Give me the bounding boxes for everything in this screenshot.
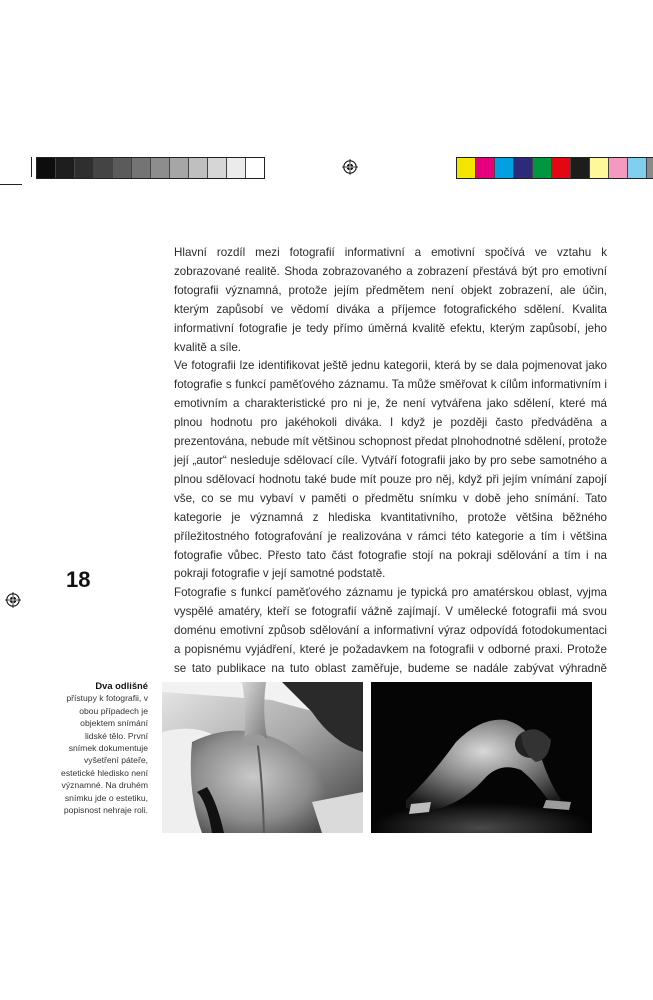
- color-swatch: [571, 158, 590, 178]
- photo-artistic-nude: [371, 682, 592, 833]
- color-swatch: [476, 158, 495, 178]
- photo-spine-examination: [162, 682, 363, 833]
- gray-swatch: [208, 158, 227, 178]
- color-swatch: [590, 158, 609, 178]
- gray-swatch: [227, 158, 246, 178]
- color-swatch: [457, 158, 476, 178]
- color-swatch: [552, 158, 571, 178]
- registration-mark-top-icon: [342, 159, 358, 175]
- page-number: 18: [66, 567, 91, 592]
- color-swatch: [533, 158, 552, 178]
- gray-swatch: [94, 158, 113, 178]
- gray-swatch: [75, 158, 94, 178]
- color-swatch: [514, 158, 533, 178]
- body-text: [174, 244, 607, 698]
- color-swatch: [647, 158, 653, 178]
- gray-swatch: [37, 158, 56, 178]
- gray-swatch: [132, 158, 151, 178]
- gray-swatch: [151, 158, 170, 178]
- gray-swatch: [246, 158, 264, 178]
- gray-swatch: [56, 158, 75, 178]
- color-swatch: [609, 158, 628, 178]
- paragraph-3: Fotografie s funkcí paměťového záznamu je typická pro amatérskou oblast, vyjma vyspělé amatéry, kteří se fotografií vážně zajímají. V umělecké fotografii má svou doménu emotivní způsob sdělování a informativní výraz odpovídá fotodokumentaci a popisnému vyjádření, které je požadavkem na fotografii v odborné praxi. Protože se tato publikace na tuto oblast zaměřuje, budeme se nadále zabývat výhradně: [174, 586, 607, 675]
- caption-title: Dva odlišné: [95, 680, 148, 691]
- color-swatch: [628, 158, 647, 178]
- crop-mark-left-vertical: [31, 157, 32, 177]
- crop-mark-left-horizontal: [0, 184, 22, 185]
- grayscale-color-bar: [36, 157, 265, 179]
- paragraph-2: Ve fotografii lze identifikovat ještě jednu kategorii, která by se dala pojmenovat jako fotografie s funkcí paměťového záznamu. Ta může směřovat k cílům informativním i emotivním a charakteristické pro ni je, že není vytvářena jako sdělení, které má plnou hodnotu pro jakéhokoli diváka. I když je později často předváděna a prezentována, nebude mít většinou schopnost předat plnohodnotné sdělení, protože její „autor“ nesleduje sdělovací cíle. Vytváří fotografii jako by pro sebe samotného a plnou sdělovací hodnotu také bude mít pouze pro něj, když při jejím vnímání zapojí vše, co se mu vybaví v paměti o předmětu snímku v době jeho snímání. Tato kategorie je významná z hlediska kvantitativního, protože většina běžného příležitostného fotografování je realizována v rámci této kategorie a tím i většina fotografie vůbec. Přesto tato část fotografie stojí na pokraji sdělování a tím i na pokraji fotografie v její samotné podstatě.: [174, 359, 607, 581]
- figure-caption: [56, 680, 148, 816]
- paragraph-1: Hlavní rozdíl mezi fotografií informativní a emotivní spočívá ve vztahu k zobrazované realitě. Shoda zobrazovaného a zobrazení přestává být pro emotivní fotografii významná, protože jejím předmětem není objekt zobrazení, ale účin, kterým zapůsobí ve vědomí diváka a příjemce fotografického sdělení. Kvalita informativní fotografie je tedy přímo úměrná kvalitě efektu, kterým zapůsobí, jeho kvalitě a síle.: [174, 246, 607, 354]
- process-color-bar: [456, 157, 653, 179]
- gray-swatch: [170, 158, 189, 178]
- color-swatch: [495, 158, 514, 178]
- registration-mark-left-icon: [5, 592, 21, 608]
- gray-swatch: [113, 158, 132, 178]
- caption-text: přístupy k fotografii, v obou případech je objektem snímání lidské tělo. První snímek dokumentuje vyšetření páteře, estetické hledisko není významné. Na druhém snímku jde o estetiku, popisnost nehraje roli.: [61, 693, 148, 816]
- gray-swatch: [189, 158, 208, 178]
